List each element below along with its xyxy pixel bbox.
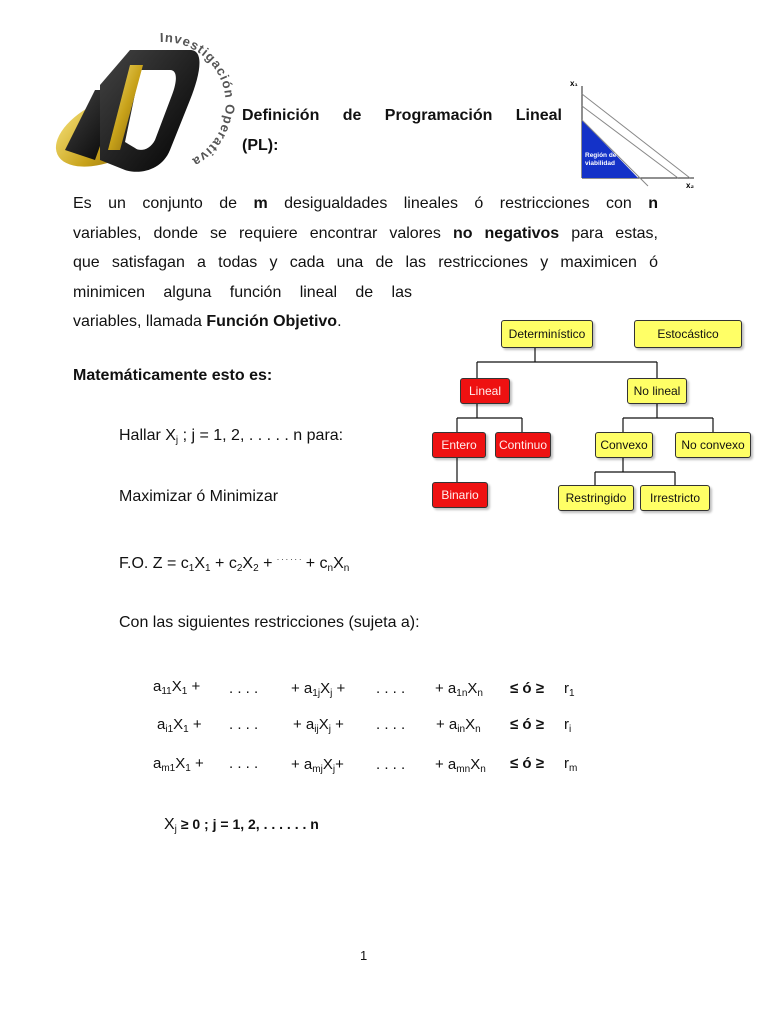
constraint-2-end: + $a_{in}X_n$ bbox=[436, 716, 481, 735]
node-estocastico: Estocástico bbox=[634, 320, 742, 348]
node-entero: Entero bbox=[432, 432, 486, 458]
page-title bbox=[242, 101, 562, 161]
constraint-1-rhs: $r_1$ bbox=[564, 680, 575, 699]
node-continuo: Continuo bbox=[495, 432, 551, 458]
feasible-region-graph bbox=[568, 76, 700, 192]
page-number: 1 bbox=[360, 948, 368, 963]
non-negativity-constraint: $X_j \ge 0$ ; j = 1, 2, . . . . . . n bbox=[164, 816, 319, 835]
constraint-1-dots-2: . . . . bbox=[376, 680, 406, 697]
region-label-2: viabilidad bbox=[585, 160, 615, 167]
constraint-1-mid: + $a_{1j}X_j$ + bbox=[291, 680, 346, 699]
constraint-1-end: + $a_{1n}X_n$ bbox=[435, 680, 483, 699]
maximizar-line: Maximizar ó Minimizar bbox=[119, 488, 279, 505]
math-heading: Matemáticamente esto es: bbox=[73, 367, 273, 384]
region-label-1: Región de bbox=[585, 152, 617, 159]
intro-line-3: que satisfagan a todas y cada una de las restricciones y maximicen ó bbox=[73, 254, 658, 271]
constraint-2-dots-1: . . . . bbox=[229, 716, 259, 733]
restricciones-label: Con las siguientes restricciones (sujeta a): bbox=[119, 614, 420, 631]
constraint-3-rhs: $r_m$ bbox=[564, 755, 578, 774]
logo-text: Investigación Operativa bbox=[159, 30, 238, 171]
constraint-3-dots-2: . . . . bbox=[376, 756, 406, 773]
title-line-2: (PL): bbox=[242, 137, 279, 154]
constraint-1-dots-1: . . . . bbox=[229, 680, 259, 697]
constraint-2-relation: ≤ ó ≥ bbox=[510, 716, 544, 733]
io-logo bbox=[40, 30, 240, 200]
constraint-2-mid: + $a_{ij}X_j$ + bbox=[293, 716, 344, 735]
intro-line-5: variables, llamada Función Objetivo. bbox=[73, 313, 342, 330]
graph-x-axis-label: x₂ bbox=[686, 181, 695, 190]
classification-tree bbox=[425, 312, 755, 517]
constraint-3-lhs: $a_{m1}X_1$ + bbox=[153, 755, 204, 774]
node-no-lineal: No lineal bbox=[627, 378, 687, 404]
constraint-1-relation: ≤ ó ≥ bbox=[510, 680, 544, 697]
intro-line-4: minimicen alguna función lineal de las bbox=[73, 283, 412, 301]
constraint-2-lhs: $a_{i1}X_1$ + bbox=[157, 716, 202, 735]
constraint-3-end: + $a_{mn}X_n$ bbox=[435, 756, 486, 775]
constraint-1-lhs: $a_{11}X_1$ + bbox=[153, 678, 201, 697]
node-deterministico: Determinístico bbox=[501, 320, 593, 348]
intro-line-1: Es un conjunto de m desigualdades lineales ó restricciones con n bbox=[73, 195, 658, 212]
node-convexo: Convexo bbox=[595, 432, 653, 458]
hallar-line: Hallar $X_j$ ; j = 1, 2, . . . . . n para: bbox=[119, 427, 344, 446]
graph-y-axis-label: x₁ bbox=[570, 79, 578, 88]
constraint-3-dots-1: . . . . bbox=[229, 755, 259, 772]
node-irrestricto: Irrestricto bbox=[640, 485, 710, 511]
constraint-3-relation: ≤ ó ≥ bbox=[510, 755, 544, 772]
constraint-2-dots-2: . . . . bbox=[376, 716, 406, 733]
intro-line-2: variables, donde se requiere encontrar valores no negativos para estas, bbox=[73, 224, 658, 242]
node-binario: Binario bbox=[432, 482, 488, 508]
constraint-3-mid: + $a_{mj}X_j+$ bbox=[291, 756, 344, 775]
objective-function: F.O. $Z = c_1X_1 + c_2X_2 + ^{. . . . . .} + c_nX_n$ bbox=[119, 553, 350, 574]
constraint-2-rhs: $r_i$ bbox=[564, 716, 572, 735]
node-restringido: Restringido bbox=[558, 485, 634, 511]
title-line-1: Definición de Programación Lineal bbox=[242, 107, 562, 124]
node-lineal: Lineal bbox=[460, 378, 510, 404]
node-no-convexo: No convexo bbox=[675, 432, 751, 458]
